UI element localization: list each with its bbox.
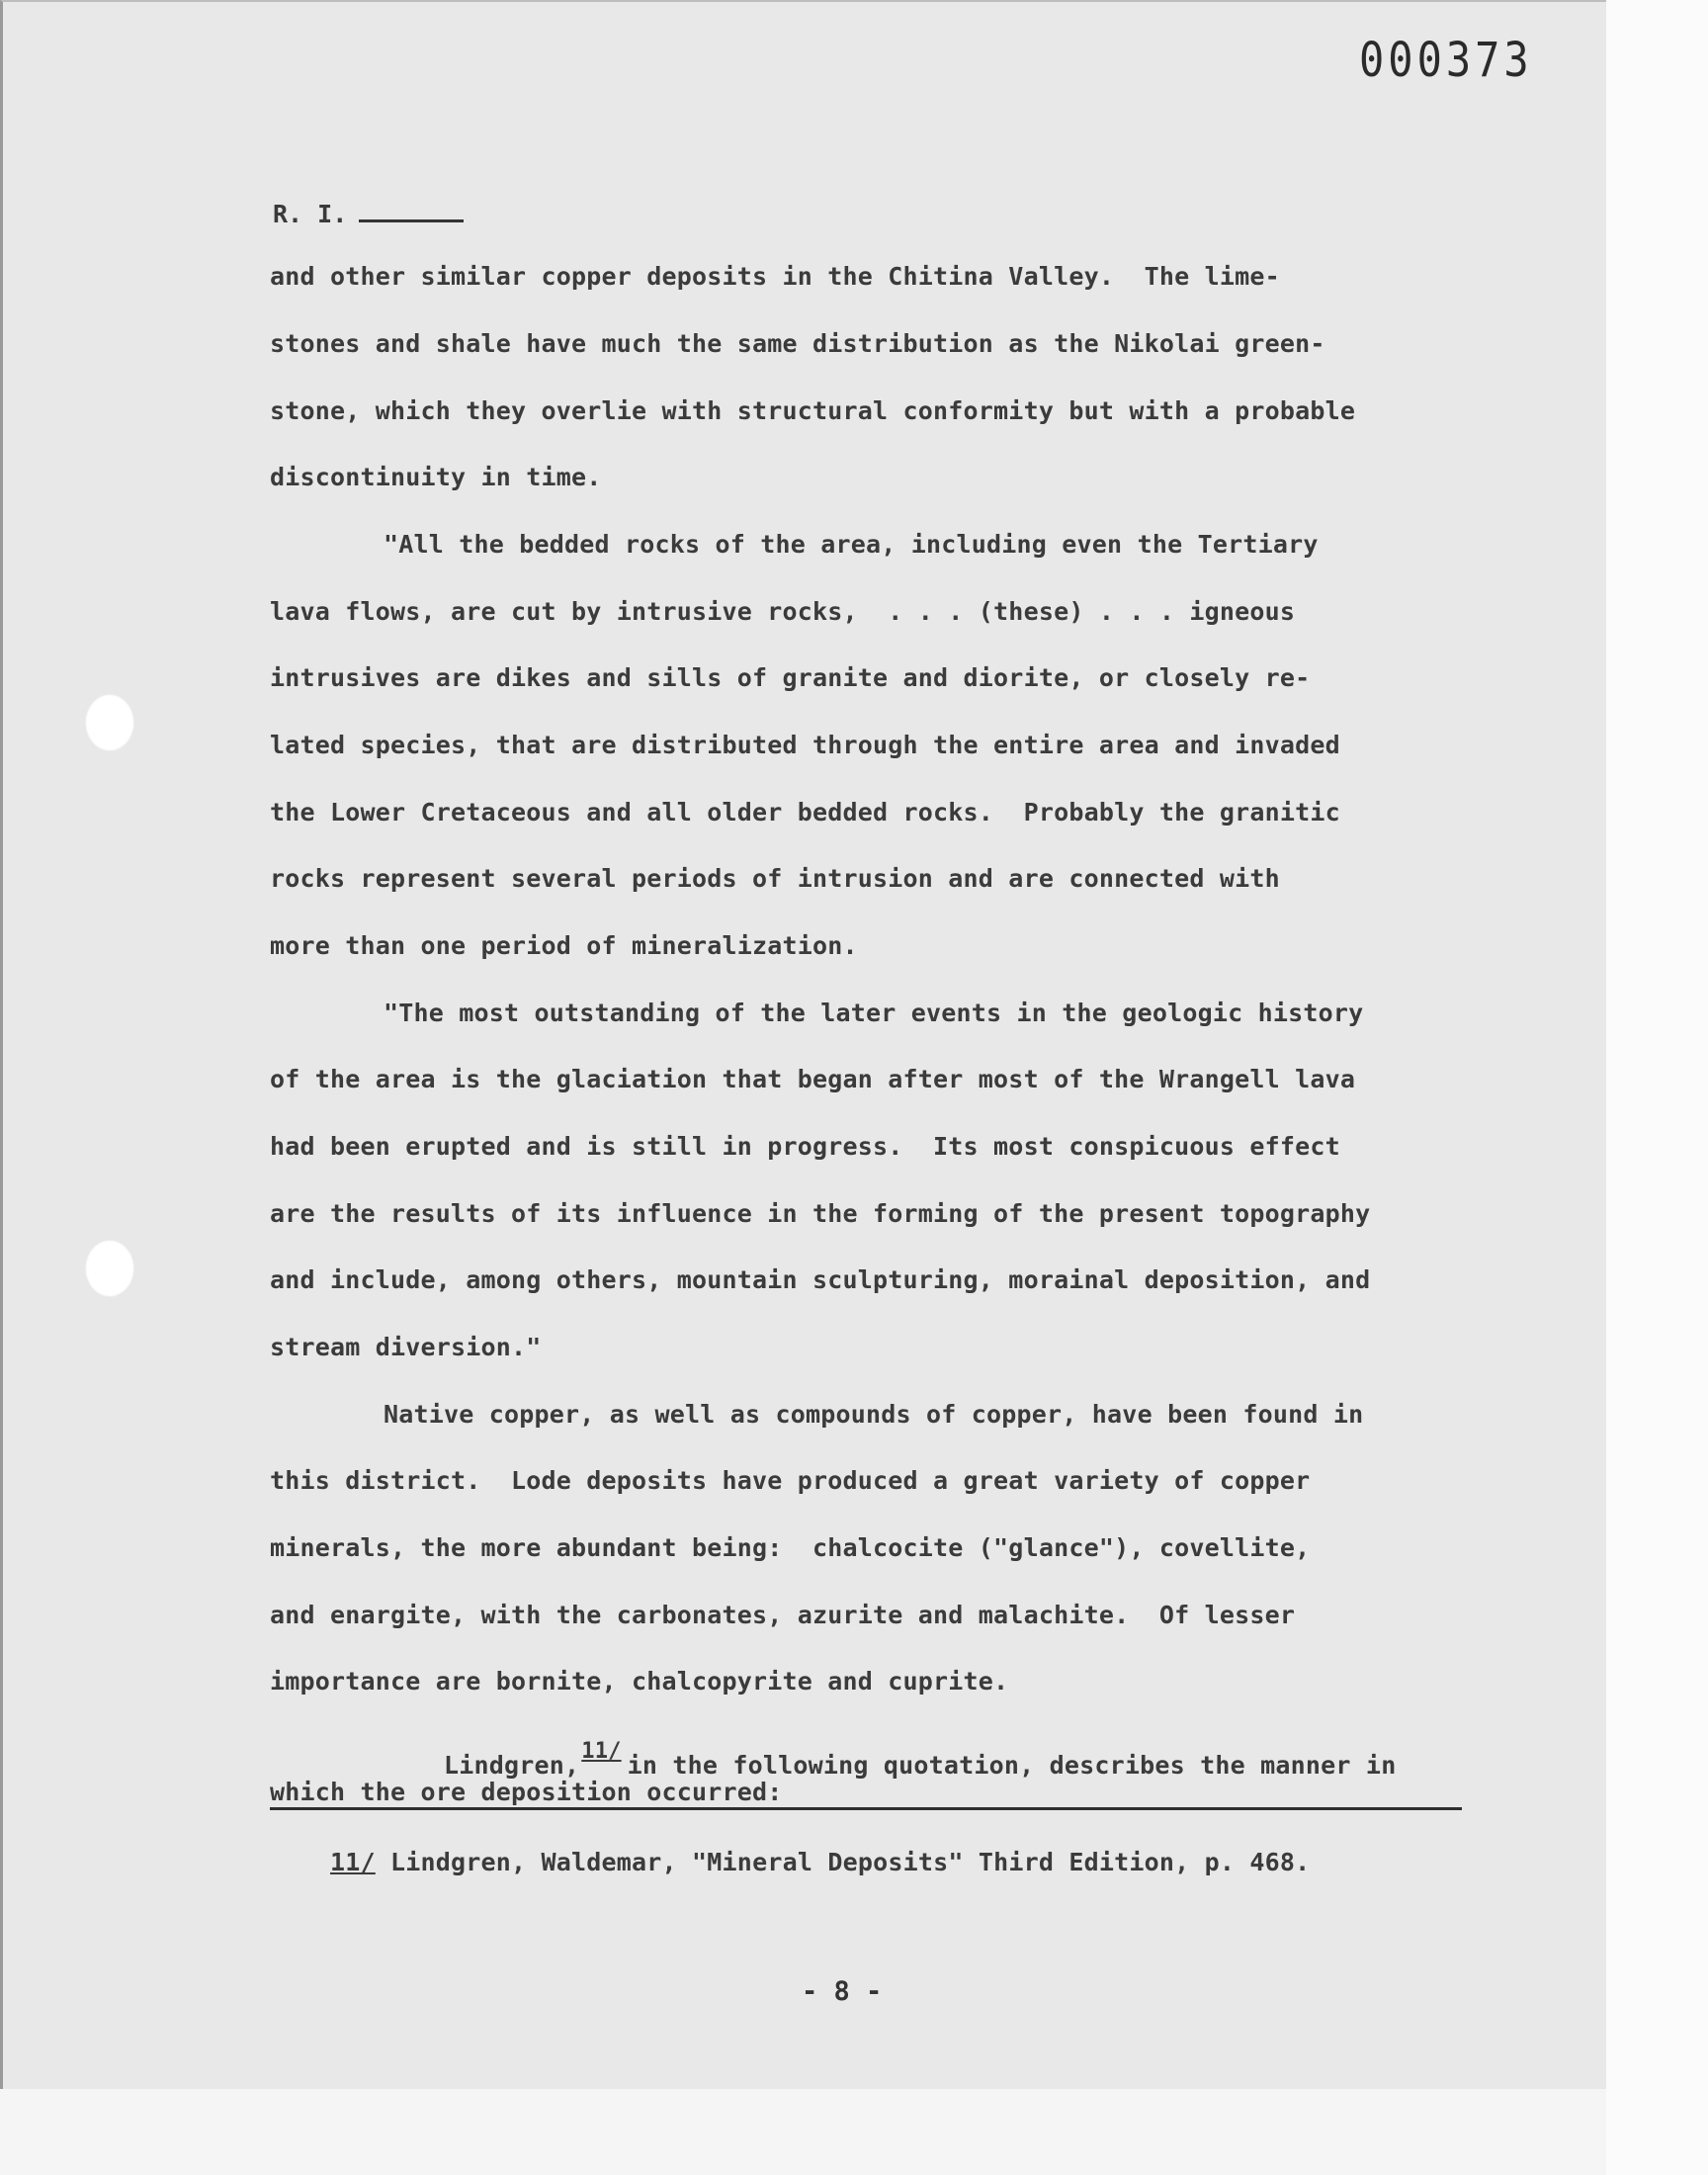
ri-header [273,200,464,228]
text-line: stone, which they overlie with structural conformity but with a probable [270,396,1356,425]
text-line: Native copper, as well as compounds of copper, have been found in [384,1400,1364,1429]
text-line: more than one period of mineralization. [270,931,858,960]
scan-margin-bottom [0,2089,1606,2175]
text-line: stream diversion." [270,1333,542,1361]
text-line: discontinuity in time. [270,463,602,491]
footnote-number: 11/ [330,1848,376,1876]
lindgren-sentence-rest: in the following quotation, describes the manner in [627,1751,1397,1780]
page-number: - 8 - [802,1976,883,2007]
footnote [270,1819,1310,1905]
lindgren-name: Lindgren, [444,1751,580,1780]
text-line: importance are bornite, chalcopyrite and cuprite. [270,1667,1009,1696]
ri-blank-line [359,200,464,222]
footnote-text: Lindgren, Waldemar, "Mineral Deposits" Third Edition, p. 468. [375,1848,1311,1876]
punch-hole-middle [85,1240,134,1297]
text-line: and include, among others, mountain sculpturing, morainal deposition, and [270,1265,1371,1294]
text-line: had been erupted and is still in progress. Its most conspicuous effect [270,1132,1340,1161]
text-line: lated species, that are distributed through the entire area and invaded [270,731,1340,759]
text-line: stones and shale have much the same distribution as the Nikolai green- [270,329,1325,358]
text-line: of the area is the glaciation that began after most of the Wrangell lava [270,1065,1356,1093]
footnote-reference-marker: 11/ [581,1739,622,1764]
text-line: the Lower Cretaceous and all older bedded rocks. Probably the granitic [270,798,1340,826]
document-stamp-number: 000373 [1359,32,1533,88]
text-line: "All the bedded rocks of the area, including even the Tertiary [384,530,1319,559]
text-line: "The most outstanding of the later events in the geologic history [384,999,1364,1027]
text-line: intrusives are dikes and sills of granite and diorite, or closely re- [270,663,1311,692]
text-line: rocks represent several periods of intrusion and are connected with [270,864,1280,893]
scan-margin-right [1606,0,1708,2175]
ri-label: R. I. [273,200,348,228]
text-line: and enargite, with the carbonates, azurite and malachite. Of lesser [270,1601,1296,1629]
text-line: are the results of its influence in the forming of the present topography [270,1199,1371,1228]
text-line: minerals, the more abundant being: chalcocite ("glance"), covellite, [270,1533,1311,1562]
text-line: and other similar copper deposits in the Chitina Valley. The lime- [270,262,1280,291]
text-line: lava flows, are cut by intrusive rocks, . . . (these) . . . igneous [270,597,1296,626]
punch-hole-top [85,694,134,751]
text-line: which the ore deposition occurred: [270,1778,783,1806]
footnote-divider [270,1807,1462,1810]
text-line: this district. Lode deposits have produced a great variety of copper [270,1466,1311,1495]
